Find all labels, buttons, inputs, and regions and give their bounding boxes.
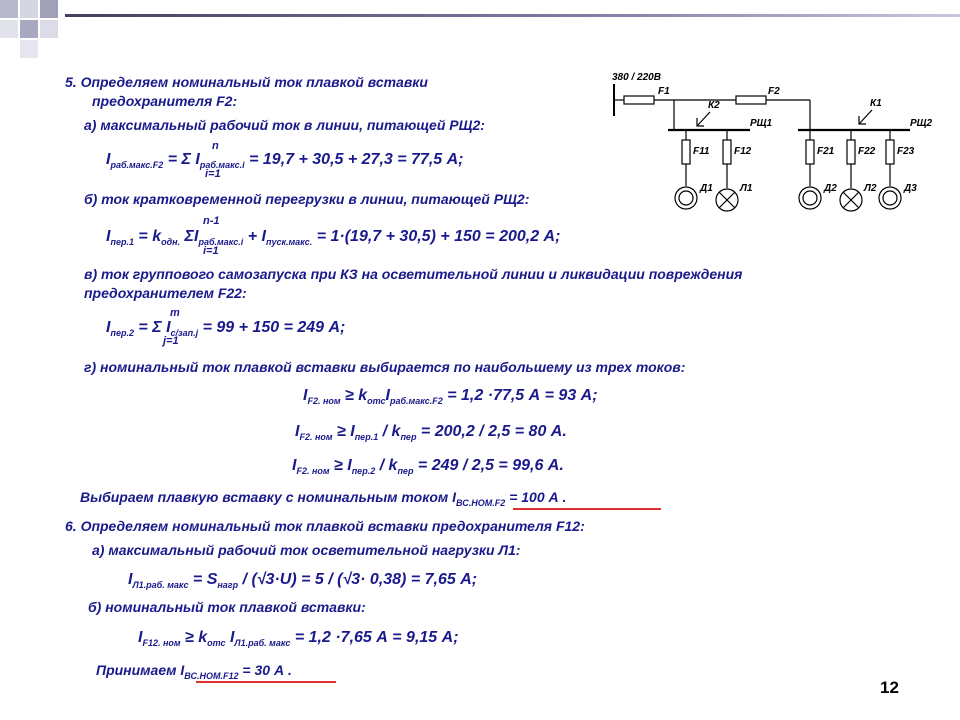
section6-b-text: б) номинальный ток плавкой вставки: xyxy=(88,599,366,615)
section5-c-text-2: предохранителем F22: xyxy=(84,285,247,301)
section5-choose-underline xyxy=(513,508,661,510)
section5-b-formula: $I_{пер.1} = k_{одн.}$ $\Sigma I_{раб.макс.i} + I_{пуск.макс.} = 1\cdot(19,7 + 30,5) + 150 = 200,2$ А; xyxy=(106,228,561,247)
section5-a-formula: $I_{раб.макс.F2} = \Sigma$ $I_{раб.макс.i} = 19,7 + 30,5 + 27,3 = 77,5$ А; xyxy=(106,151,464,170)
section5-a-text: а) максимальный рабочий ток в линии, питающей РЩ2: xyxy=(84,117,485,133)
diagram-load-d1: Д1 xyxy=(700,183,713,194)
section5-b-sum-bottom: i=1 xyxy=(203,245,219,257)
diagram-fuse-f21: F21 xyxy=(817,146,835,157)
section5-d-formula-2: $I_{F2. ном} \ge I_{пер.1} / k_{пер} = 200,2 / 2,5 = 80$ А. xyxy=(295,423,567,442)
section6-a-text: а) максимальный рабочий ток осветительной нагрузки Л1: xyxy=(92,542,521,558)
section5-c-formula: $I_{пер.2} = \Sigma$ $I_{с/зап.j} = 99 + 150 = 249$ А; xyxy=(106,319,346,338)
diagram-bus1: РЩ1 xyxy=(750,118,773,129)
section5-b-sum-top: n-1 xyxy=(203,215,220,227)
header-square-3 xyxy=(40,0,58,18)
diagram-f2: F2 xyxy=(768,86,780,97)
section5-title-1: 5. Определяем номинальный ток плавкой вставки xyxy=(65,74,428,90)
header-square-7 xyxy=(20,40,38,58)
diagram-k2: К2 xyxy=(708,100,720,111)
diagram-k1: К1 xyxy=(870,98,882,109)
page-number: 12 xyxy=(880,678,899,697)
circuit-diagram xyxy=(600,66,950,226)
header-square-5 xyxy=(0,20,18,38)
header-square-1 xyxy=(0,0,18,18)
section5-choose: Выбираем плавкую вставку с номинальным током $I_{ВС.НОМ.F2} = 100$ А . xyxy=(80,489,567,508)
diagram-fuse-f22: F22 xyxy=(858,146,876,157)
section5-c-sum-bottom: j=1 xyxy=(163,335,179,347)
section6-a-formula: $I_{Л1.раб. макс} = S_{нагр} / (√3\cdot U) = 5 / (√3\cdot 0,38) = 7,65$ А; xyxy=(128,571,478,590)
diagram-fuse-f11: F11 xyxy=(693,146,710,157)
section5-a-sum-top: n xyxy=(212,140,219,152)
section5-d-formula-3: $I_{F2. ном} \ge I_{пер.2} / k_{пер} = 249 / 2,5 = 99,6$ А. xyxy=(292,457,564,476)
diagram-load-l2: Л2 xyxy=(864,183,877,194)
section5-a-sum-bottom: i=1 xyxy=(205,168,221,180)
section5-b-text: б) ток кратковременной перегрузки в линии, питающей РЩ2: xyxy=(84,191,530,207)
header-square-4 xyxy=(20,20,38,38)
section5-c-sum-top: m xyxy=(170,307,180,319)
header-square-6 xyxy=(40,20,58,38)
header-square-2 xyxy=(20,0,38,18)
diagram-load-l1: Л1 xyxy=(740,183,753,194)
section5-title-2: предохранителя F2: xyxy=(92,93,238,109)
section5-c-text-1: в) ток группового самозапуска при КЗ на осветительной линии и ликвидации повреждения xyxy=(84,266,743,282)
section5-d-formula-1: $I_{F2. ном} \ge k_{отс}I_{раб.макс.F2} = 1,2 \cdot 77,5$ А = 93 А; xyxy=(303,387,598,406)
diagram-load-d3: Д3 xyxy=(904,183,917,194)
diagram-fuse-f12: F12 xyxy=(734,146,752,157)
diagram-fuse-f23: F23 xyxy=(897,146,915,157)
section6-title: 6. Определяем номинальный ток плавкой вставки предохранителя F12: xyxy=(65,518,585,534)
section6-b-formula: $I_{F12. ном} \ge k_{отс}$ $I_{Л1.раб. макс} = 1,2 \cdot 7,65$ А = 9,15 А; xyxy=(138,629,459,648)
diagram-bus2: РЩ2 xyxy=(910,118,933,129)
section5-d-text: г) номинальный ток плавкой вставки выбирается по наибольшему из трех токов: xyxy=(84,359,686,375)
section6-accept: Принимаем $I_{ВС.НОМ.F12} = 30$ А . xyxy=(96,662,292,681)
section6-accept-underline xyxy=(196,681,336,683)
header-rule xyxy=(65,14,960,17)
diagram-supply: 380 / 220В xyxy=(612,72,661,83)
diagram-f1: F1 xyxy=(658,86,670,97)
diagram-load-d2: Д2 xyxy=(824,183,837,194)
